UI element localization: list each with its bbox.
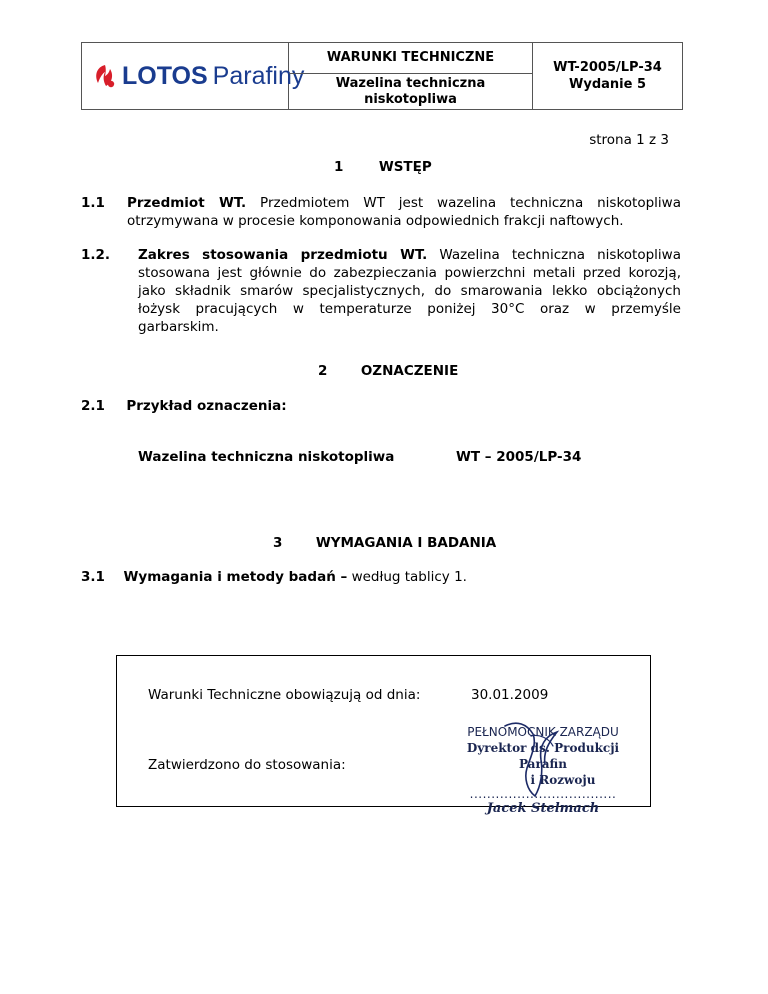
signatory-name: Jacek Stelmach [486, 801, 600, 816]
logo-cell [82, 43, 305, 109]
section-3-1-lead: Wymagania i metody badań – [123, 569, 348, 585]
section-1-1-line1 [127, 194, 681, 212]
section-3-1-line [81, 568, 467, 586]
stamp-position-cont: i Rozwoju [530, 773, 596, 787]
section-1-1-number: 1.1 [81, 195, 105, 211]
edition: Wydanie 5 [569, 77, 646, 92]
section-1-1-line2: otrzymywana w procesie komponowania odpowiednich frakcji naftowych. [127, 213, 624, 229]
stamp-position: Dyrektor ds. Produkcji Parafin [466, 741, 620, 771]
section-3-title: WYMAGANIA I BADANIA [315, 535, 497, 551]
valid-from-date: 30.01.2009 [471, 687, 549, 703]
section-1-2-line4: łożysk pracujących w temperaturze poniżej 30°C oraz w przemyśle [138, 301, 681, 317]
signature-line: .................................. [469, 787, 617, 801]
handwritten-signature [497, 716, 577, 801]
section-1-title: WSTĘP [378, 159, 432, 175]
section-1-2-text: Wazelina techniczna niskotopliwa [439, 247, 681, 263]
product-name-line2: niskotopliwa [364, 92, 457, 107]
section-2-1-number: 2.1 [81, 398, 105, 414]
section-1-2-number: 1.2. [81, 247, 111, 263]
document-header [81, 42, 683, 110]
section-1-2-line3: jako składnik smarów specjalistycznych, do smarowania lekko obciążonych [138, 283, 681, 299]
document-type: WARUNKI TECHNICZNE [289, 43, 532, 74]
section-1-2-line5: garbarskim. [138, 319, 219, 335]
section-2-number: 2 [318, 363, 328, 379]
section-2-heading [318, 362, 458, 380]
section-3-heading [273, 534, 496, 552]
title-cell [289, 43, 533, 109]
section-3-1-number: 3.1 [81, 569, 105, 585]
approval-box [116, 655, 651, 816]
section-3-1-text: według tablicy 1. [351, 569, 467, 585]
product-name-line1: Wazelina techniczna [335, 76, 486, 91]
doc-number-cell [533, 43, 682, 109]
section-1-heading [334, 158, 432, 176]
section-2-title: OZNACZENIE [360, 363, 459, 379]
section-2-1-heading [81, 397, 287, 415]
page-number: strona 1 z 3 [589, 132, 669, 148]
section-1-number: 1 [334, 159, 344, 175]
lotos-logo [92, 61, 304, 91]
valid-from-label: Warunki Techniczne obowiązują od dnia: [148, 687, 421, 703]
example-code: WT – 2005/LP-34 [456, 449, 582, 465]
section-1-1-text: Przedmiotem WT jest wazelina techniczna niskotopliwa [260, 195, 681, 211]
section-1-2-lead: Zakres stosowania przedmiotu WT. [138, 247, 428, 263]
product-name [289, 74, 532, 109]
logo-product-text: Parafiny [212, 61, 305, 90]
stamp-title: PEŁNOMOCNIK ZARZĄDU [467, 725, 619, 739]
section-2-1-title: Przykład oznaczenia: [126, 398, 287, 414]
section-1-2-line1 [138, 246, 681, 264]
lotos-flame-icon [92, 63, 118, 89]
example-name: Wazelina techniczna niskotopliwa [138, 449, 395, 465]
logo-brand-text: LOTOS [122, 61, 208, 90]
approved-label: Zatwierdzono do stosowania: [148, 757, 346, 773]
doc-number: WT-2005/LP-34 [553, 60, 662, 75]
section-1-2-line2: stosowana jest głównie do zabezpieczania powierzchni metali przed korozją, [138, 265, 681, 281]
section-3-number: 3 [273, 535, 283, 551]
section-1-1-lead: Przedmiot WT. [127, 195, 247, 211]
